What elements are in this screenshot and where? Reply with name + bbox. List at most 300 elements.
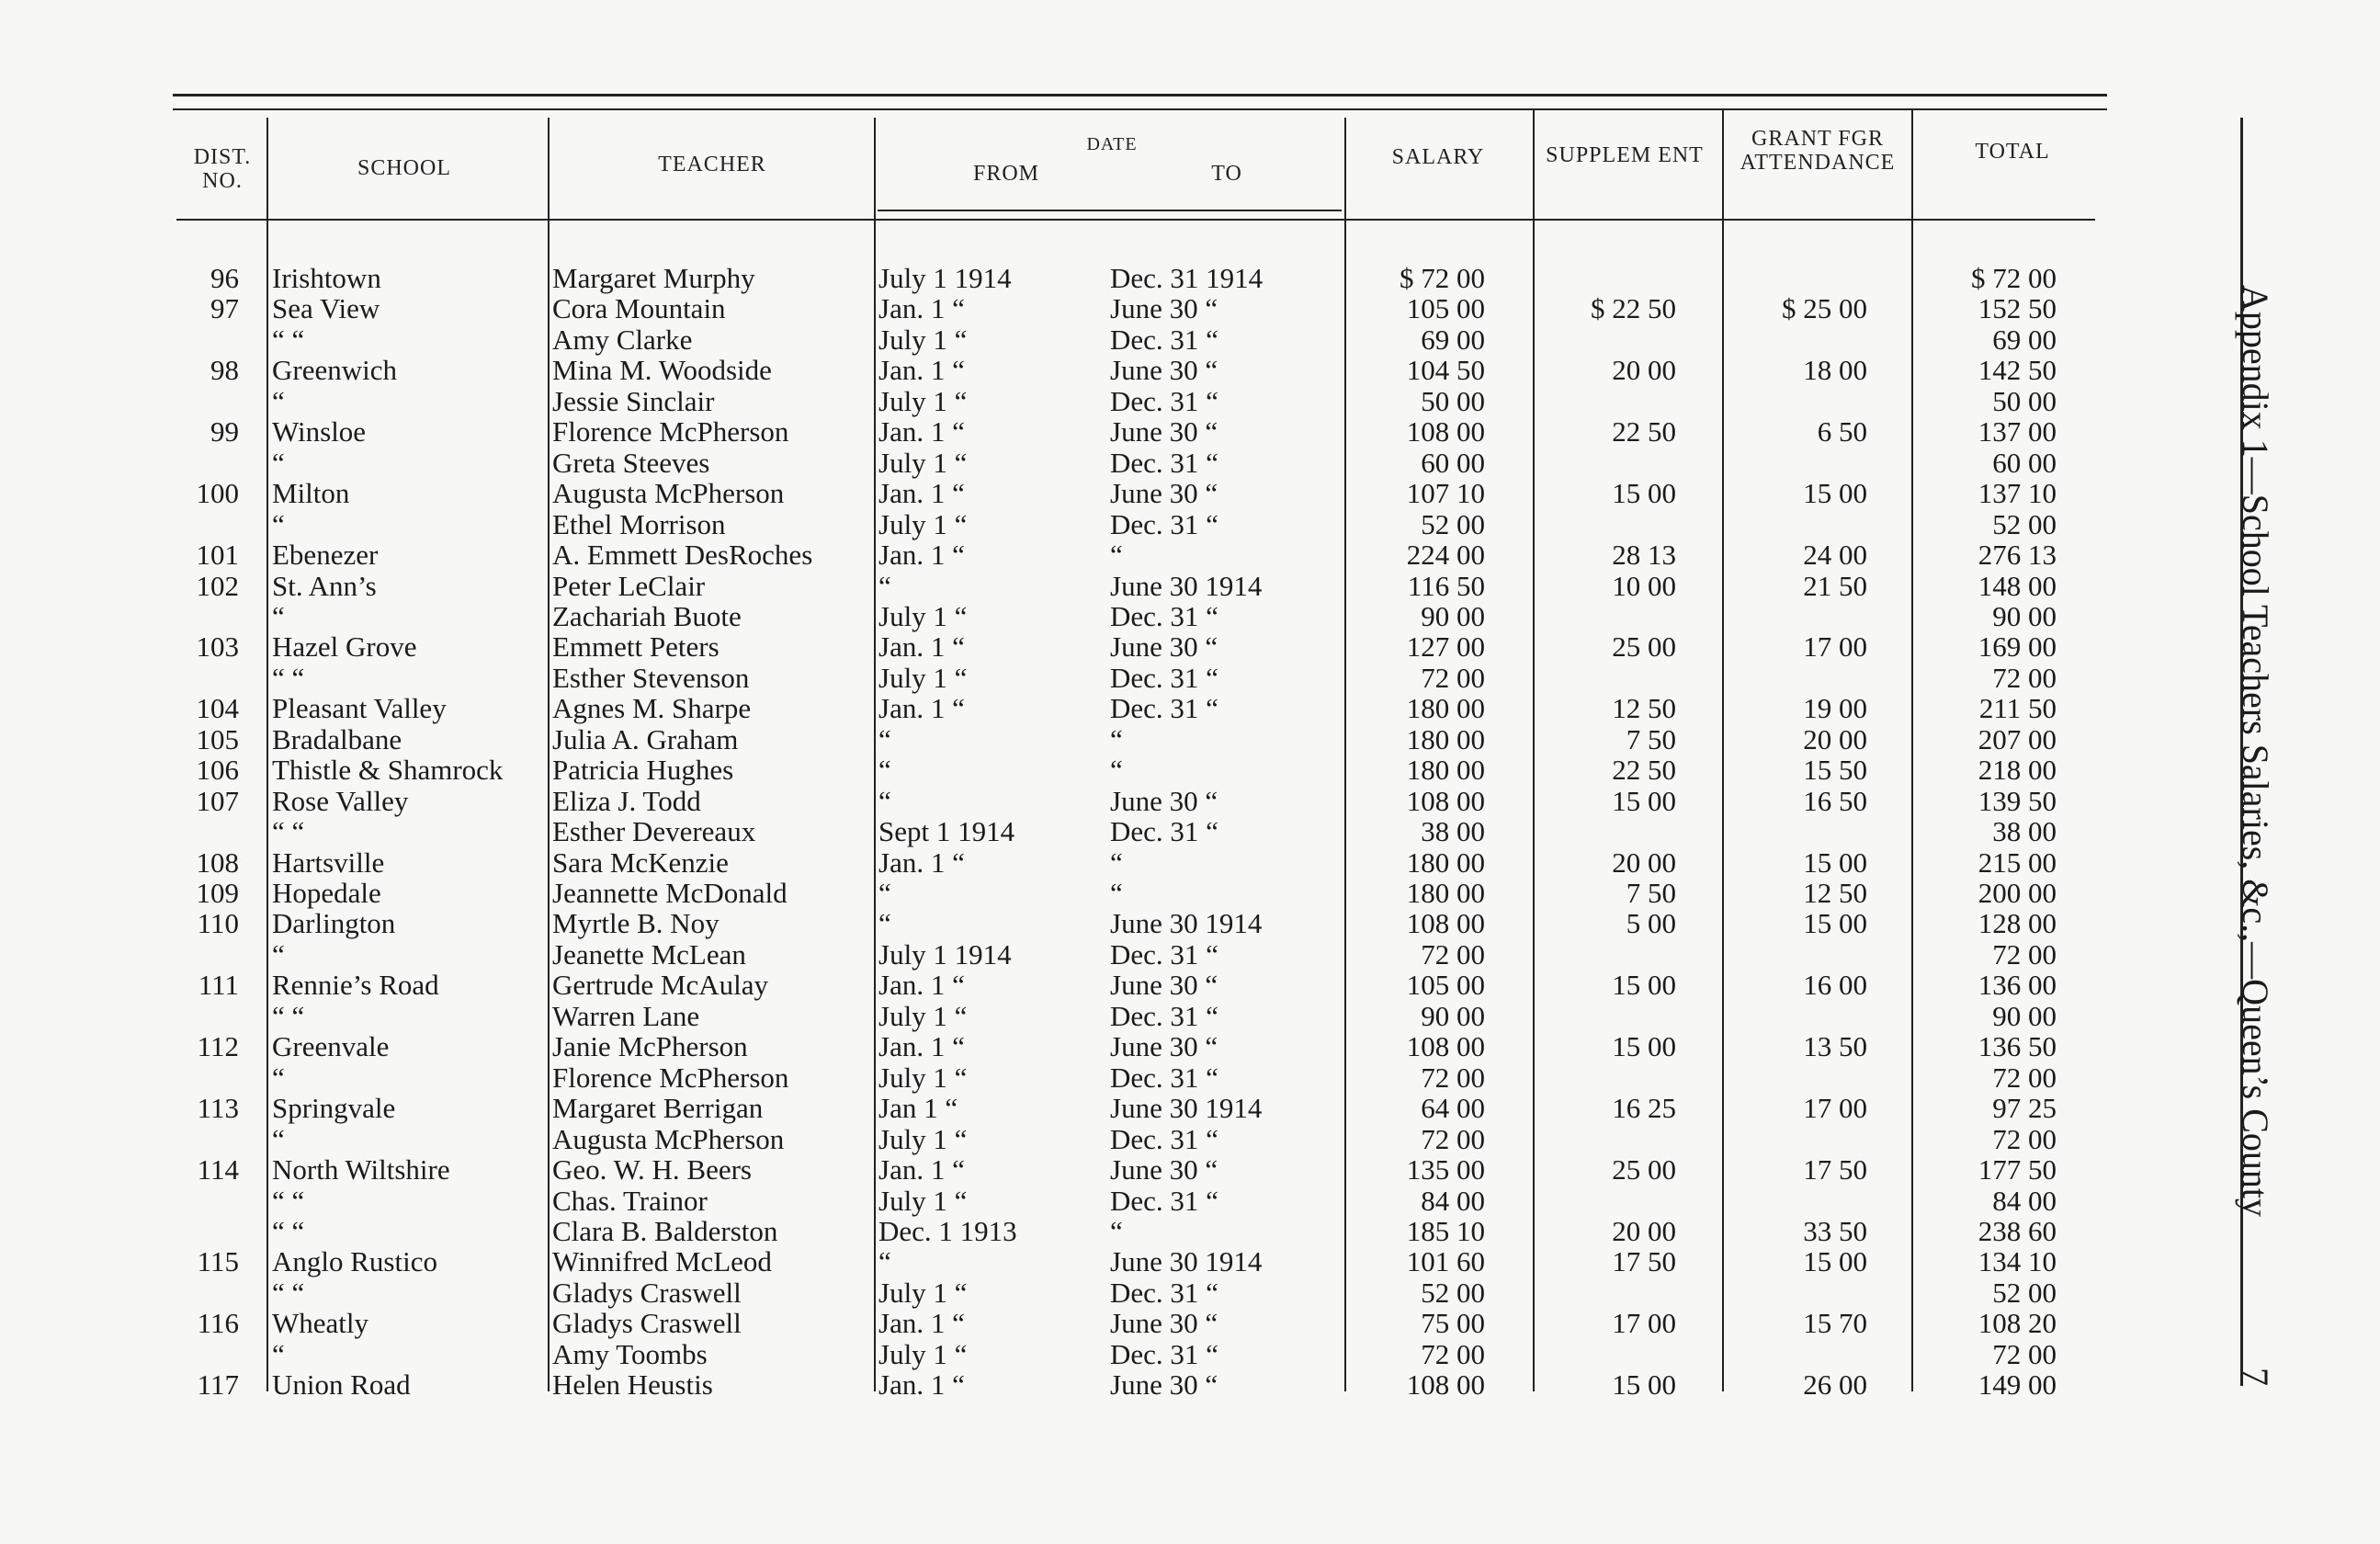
- total-cell: 142 50: [1978, 354, 2057, 387]
- header-teacher: TEACHER: [658, 153, 766, 176]
- dist-no-cell: 106: [196, 754, 239, 787]
- teacher-cell: Esther Stevenson: [552, 661, 750, 694]
- salary-cell: 90 00: [1421, 999, 1485, 1032]
- grant-cell: 24 00: [1803, 539, 1867, 572]
- dist-no-cell: 103: [196, 630, 239, 664]
- table-row: [0, 416, 2114, 448]
- school-cell: Thistle & Shamrock: [272, 754, 504, 787]
- total-cell: 90 00: [1992, 999, 2057, 1032]
- teacher-cell: Warren Lane: [552, 999, 700, 1032]
- dist-no-cell: 98: [210, 354, 239, 387]
- grant-cell: 33 50: [1803, 1214, 1867, 1247]
- date-to-cell: Dec. 31 “: [1110, 599, 1218, 632]
- teacher-cell: Augusta McPherson: [552, 1122, 785, 1155]
- teacher-cell: Cora Mountain: [552, 292, 726, 325]
- grant-cell: 15 00: [1803, 1245, 1867, 1278]
- dist-no-cell: 104: [196, 692, 239, 725]
- salary-cell: 72 00: [1421, 1122, 1485, 1155]
- school-cell: “: [272, 1061, 285, 1094]
- school-cell: Springvale: [272, 1092, 396, 1125]
- date-from-cell: Jan. 1 “: [878, 1030, 965, 1063]
- school-cell: “ “: [272, 1276, 305, 1309]
- date-from-cell: Jan 1 “: [878, 1092, 958, 1125]
- teacher-cell: Florence McPherson: [552, 1061, 789, 1094]
- dist-no-cell: 114: [197, 1153, 239, 1186]
- dist-no-cell: 113: [197, 1092, 239, 1125]
- supplement-cell: 7 50: [1626, 722, 1676, 755]
- date-underline: [878, 210, 1342, 211]
- grant-cell: 13 50: [1803, 1030, 1867, 1063]
- school-cell: Ebenezer: [272, 539, 379, 572]
- total-cell: 72 00: [1992, 937, 2057, 971]
- table-row: [0, 509, 2114, 540]
- teacher-cell: Esther Devereaux: [552, 815, 756, 848]
- header-dist-no: DIST. NO.: [193, 145, 252, 194]
- total-cell: 72 00: [1992, 1061, 2057, 1094]
- table-row: [0, 1093, 2114, 1124]
- supplement-cell: 15 00: [1612, 969, 1676, 1002]
- date-to-cell: June 30 “: [1110, 1030, 1218, 1063]
- grant-cell: 15 50: [1803, 754, 1867, 787]
- date-to-cell: Dec. 31 “: [1110, 507, 1218, 540]
- table-row: [0, 355, 2114, 386]
- teacher-cell: Ethel Morrison: [552, 507, 726, 540]
- date-to-cell: “: [1110, 539, 1123, 572]
- dist-no-cell: 100: [196, 477, 239, 510]
- table-row: [0, 724, 2114, 755]
- supplement-cell: 22 50: [1612, 415, 1676, 448]
- header-to: TO: [1211, 162, 1242, 186]
- total-cell: 72 00: [1992, 661, 2057, 694]
- date-from-cell: Jan. 1 “: [878, 1307, 965, 1340]
- teacher-cell: Eliza J. Todd: [552, 784, 701, 817]
- salary-cell: 180 00: [1406, 877, 1485, 909]
- grant-cell: 15 00: [1803, 846, 1867, 879]
- date-from-cell: July 1 1914: [878, 262, 1012, 294]
- table-row: [0, 631, 2114, 663]
- school-cell: Milton: [272, 477, 350, 510]
- total-cell: 108 20: [1978, 1307, 2057, 1340]
- salary-cell: 72 00: [1421, 1337, 1485, 1370]
- school-cell: Darlington: [272, 907, 396, 940]
- teacher-cell: Peter LeClair: [552, 569, 706, 602]
- date-from-cell: Jan. 1 “: [878, 969, 965, 1002]
- date-from-cell: “: [878, 569, 891, 602]
- salary-cell: 69 00: [1421, 323, 1485, 356]
- supplement-cell: 28 13: [1612, 539, 1676, 572]
- teacher-cell: Mina M. Woodside: [552, 354, 772, 387]
- total-cell: 200 00: [1978, 877, 2057, 909]
- total-cell: 52 00: [1992, 1276, 2057, 1309]
- table-row: [0, 1001, 2114, 1032]
- school-cell: “ “: [272, 1184, 305, 1217]
- grant-cell: 20 00: [1803, 722, 1867, 755]
- salary-cell: 108 00: [1406, 1368, 1485, 1402]
- table-row: [0, 263, 2114, 294]
- date-to-cell: “: [1110, 722, 1123, 755]
- date-from-cell: July 1 “: [878, 999, 968, 1032]
- salary-cell: 180 00: [1406, 754, 1485, 787]
- date-to-cell: Dec. 31 “: [1110, 937, 1218, 971]
- header-total: TOTAL: [1975, 140, 2050, 164]
- total-cell: 177 50: [1978, 1153, 2057, 1186]
- dist-no-cell: 109: [196, 877, 239, 909]
- school-cell: Wheatly: [272, 1307, 369, 1340]
- grant-cell: 17 50: [1803, 1153, 1867, 1186]
- school-cell: Rennie’s Road: [272, 969, 439, 1002]
- header-date: DATE: [1086, 134, 1138, 154]
- teacher-cell: Margaret Berrigan: [552, 1092, 764, 1125]
- table-row: [0, 878, 2114, 909]
- date-from-cell: July 1 1914: [878, 937, 1012, 971]
- supplement-cell: 15 00: [1612, 1368, 1676, 1402]
- table-row: [0, 1154, 2114, 1186]
- salary-cell: 72 00: [1421, 937, 1485, 971]
- school-cell: Union Road: [272, 1368, 411, 1402]
- salary-cell: 108 00: [1406, 1030, 1485, 1063]
- total-cell: 238 60: [1978, 1214, 2057, 1247]
- salary-cell: 75 00: [1421, 1307, 1485, 1340]
- table-row: [0, 1062, 2114, 1094]
- date-to-cell: Dec. 31 “: [1110, 1061, 1218, 1094]
- date-to-cell: Dec. 31 “: [1110, 1337, 1218, 1370]
- grant-cell: 16 50: [1803, 784, 1867, 817]
- total-cell: 136 50: [1978, 1030, 2057, 1063]
- total-cell: 276 13: [1978, 539, 2057, 572]
- date-from-cell: “: [878, 784, 891, 817]
- total-cell: 128 00: [1978, 907, 2057, 940]
- school-cell: “ “: [272, 1214, 305, 1247]
- header-bottom-rule: [176, 219, 2095, 221]
- teacher-cell: Amy Toombs: [552, 1337, 708, 1370]
- date-to-cell: June 30 “: [1110, 354, 1218, 387]
- total-cell: 134 10: [1978, 1245, 2057, 1278]
- school-cell: “ “: [272, 661, 305, 694]
- school-cell: Hazel Grove: [272, 630, 417, 664]
- date-from-cell: Jan. 1 “: [878, 354, 965, 387]
- total-cell: 136 00: [1978, 969, 2057, 1002]
- teacher-cell: Janie McPherson: [552, 1030, 748, 1063]
- salary-cell: 108 00: [1406, 415, 1485, 448]
- dist-no-cell: 99: [210, 415, 239, 448]
- date-from-cell: Jan. 1 “: [878, 1368, 965, 1402]
- school-cell: “: [272, 446, 285, 479]
- table-row: [0, 1031, 2114, 1062]
- date-to-cell: June 30 “: [1110, 969, 1218, 1002]
- date-to-cell: June 30 1914: [1110, 907, 1263, 940]
- date-from-cell: Jan. 1 “: [878, 1153, 965, 1186]
- dist-no-cell: 96: [210, 262, 239, 294]
- date-from-cell: July 1 “: [878, 446, 968, 479]
- salary-cell: 108 00: [1406, 784, 1485, 817]
- school-cell: Anglo Rustico: [272, 1245, 437, 1278]
- school-cell: “ “: [272, 999, 305, 1032]
- school-cell: “: [272, 937, 285, 971]
- teacher-cell: Amy Clarke: [552, 323, 693, 356]
- salary-cell: 64 00: [1421, 1092, 1485, 1125]
- grant-cell: 21 50: [1803, 569, 1867, 602]
- supplement-cell: 10 00: [1612, 569, 1676, 602]
- school-cell: Pleasant Valley: [272, 692, 447, 725]
- school-cell: Hopedale: [272, 877, 381, 909]
- total-cell: 50 00: [1992, 384, 2057, 417]
- date-to-cell: June 30 “: [1110, 292, 1218, 325]
- salary-cell: 105 00: [1406, 292, 1485, 325]
- salary-cell: 127 00: [1406, 630, 1485, 664]
- salary-cell: 72 00: [1421, 661, 1485, 694]
- grant-cell: $ 25 00: [1782, 292, 1867, 325]
- grant-cell: 15 70: [1803, 1307, 1867, 1340]
- date-from-cell: July 1 “: [878, 1061, 968, 1094]
- total-cell: 84 00: [1992, 1184, 2057, 1217]
- top-rule-2: [173, 108, 2107, 110]
- side-title: Appendix 1—School Teachers Salaries, &c.,—Queen’s County: [2235, 285, 2276, 1218]
- date-from-cell: Jan. 1 “: [878, 292, 965, 325]
- total-cell: 149 00: [1978, 1368, 2057, 1402]
- date-from-cell: Jan. 1 “: [878, 415, 965, 448]
- supplement-cell: 17 50: [1612, 1245, 1676, 1278]
- teacher-cell: Augusta McPherson: [552, 477, 785, 510]
- total-cell: 60 00: [1992, 446, 2057, 479]
- school-cell: “ “: [272, 323, 305, 356]
- salary-cell: 180 00: [1406, 692, 1485, 725]
- table-row: [0, 939, 2114, 971]
- total-cell: 169 00: [1978, 630, 2057, 664]
- table-row: [0, 386, 2114, 417]
- grant-cell: 17 00: [1803, 1092, 1867, 1125]
- grant-cell: 26 00: [1803, 1368, 1867, 1402]
- teacher-cell: Emmett Peters: [552, 630, 720, 664]
- total-cell: 90 00: [1992, 599, 2057, 632]
- total-cell: 72 00: [1992, 1337, 2057, 1370]
- dist-no-cell: 101: [196, 539, 239, 572]
- dist-no-cell: 117: [197, 1368, 239, 1402]
- supplement-cell: 15 00: [1612, 784, 1676, 817]
- salary-cell: 108 00: [1406, 907, 1485, 940]
- supplement-cell: 25 00: [1612, 1153, 1676, 1186]
- salary-cell: 224 00: [1406, 539, 1485, 572]
- date-from-cell: July 1 “: [878, 507, 968, 540]
- salary-cell: 104 50: [1406, 354, 1485, 387]
- date-to-cell: Dec. 31 “: [1110, 815, 1218, 848]
- header-supplement: SUPPLEM ENT: [1546, 143, 1704, 167]
- teacher-cell: Jeanette McLean: [552, 937, 746, 971]
- table-row: [0, 324, 2114, 356]
- teacher-cell: Jeannette McDonald: [552, 877, 788, 909]
- teacher-cell: Julia A. Graham: [552, 722, 739, 755]
- total-cell: 139 50: [1978, 784, 2057, 817]
- date-from-cell: Jan. 1 “: [878, 477, 965, 510]
- date-from-cell: Jan. 1 “: [878, 630, 965, 664]
- date-from-cell: Jan. 1 “: [878, 846, 965, 879]
- salary-cell: 72 00: [1421, 1061, 1485, 1094]
- salary-cell: 90 00: [1421, 599, 1485, 632]
- supplement-cell: 12 50: [1612, 692, 1676, 725]
- salary-cell: 105 00: [1406, 969, 1485, 1002]
- supplement-cell: 20 00: [1612, 846, 1676, 879]
- supplement-cell: 7 50: [1626, 877, 1676, 909]
- table-row: [0, 663, 2114, 694]
- supplement-cell: $ 22 50: [1591, 292, 1676, 325]
- total-cell: 137 10: [1978, 477, 2057, 510]
- grant-cell: 15 00: [1803, 907, 1867, 940]
- table-row: [0, 847, 2114, 879]
- table-row: [0, 1246, 2114, 1277]
- teacher-cell: Florence McPherson: [552, 415, 789, 448]
- salary-cell: 107 10: [1406, 477, 1485, 510]
- dist-no-cell: 108: [196, 846, 239, 879]
- date-from-cell: “: [878, 1245, 891, 1278]
- table-row: [0, 1124, 2114, 1155]
- school-cell: “: [272, 1122, 285, 1155]
- dist-no-cell: 116: [197, 1307, 239, 1340]
- salary-cell: 38 00: [1421, 815, 1485, 848]
- grant-cell: 12 50: [1803, 877, 1867, 909]
- grant-cell: 19 00: [1803, 692, 1867, 725]
- date-to-cell: “: [1110, 1214, 1123, 1247]
- teacher-cell: Jessie Sinclair: [552, 384, 715, 417]
- table-row: [0, 539, 2114, 571]
- salary-cell: 180 00: [1406, 722, 1485, 755]
- school-cell: Greenwich: [272, 354, 397, 387]
- date-to-cell: Dec. 31 1914: [1110, 262, 1264, 294]
- date-from-cell: July 1 “: [878, 384, 968, 417]
- supplement-cell: 20 00: [1612, 1214, 1676, 1247]
- teacher-cell: Gladys Craswell: [552, 1307, 742, 1340]
- dist-no-cell: 97: [210, 292, 239, 325]
- table-row: [0, 571, 2114, 602]
- table-row: [0, 1186, 2114, 1217]
- date-to-cell: Dec. 31 “: [1110, 661, 1218, 694]
- date-from-cell: “: [878, 754, 891, 787]
- table-row: [0, 1339, 2114, 1370]
- school-cell: “: [272, 507, 285, 540]
- teacher-cell: Margaret Murphy: [552, 262, 755, 294]
- supplement-cell: 15 00: [1612, 477, 1676, 510]
- date-from-cell: July 1 “: [878, 1122, 968, 1155]
- school-cell: Hartsville: [272, 846, 385, 879]
- date-from-cell: Dec. 1 1913: [878, 1214, 1017, 1247]
- table-row: [0, 293, 2114, 324]
- table-row: [0, 786, 2114, 817]
- table-row: [0, 1369, 2114, 1401]
- supplement-cell: 22 50: [1612, 754, 1676, 787]
- salary-cell: 60 00: [1421, 446, 1485, 479]
- total-cell: 218 00: [1978, 754, 2057, 787]
- date-to-cell: Dec. 31 “: [1110, 1122, 1218, 1155]
- date-from-cell: “: [878, 877, 891, 909]
- school-cell: “ “: [272, 815, 305, 848]
- page-number: 7: [2235, 1368, 2276, 1386]
- grant-cell: 6 50: [1817, 415, 1867, 448]
- date-from-cell: July 1 “: [878, 599, 968, 632]
- teacher-cell: Winnifred McLeod: [552, 1245, 772, 1278]
- salary-cell: 84 00: [1421, 1184, 1485, 1217]
- table-row: [0, 1277, 2114, 1309]
- date-to-cell: “: [1110, 877, 1123, 909]
- table-row: [0, 693, 2114, 724]
- header-salary: SALARY: [1391, 145, 1485, 169]
- table-row: [0, 448, 2114, 479]
- teacher-cell: Helen Heustis: [552, 1368, 713, 1402]
- table-row: [0, 1216, 2114, 1247]
- teacher-cell: Clara B. Balderston: [552, 1214, 778, 1247]
- date-to-cell: Dec. 31 “: [1110, 692, 1218, 725]
- salary-cell: 52 00: [1421, 507, 1485, 540]
- table-row: [0, 478, 2114, 509]
- date-to-cell: June 30 “: [1110, 1153, 1218, 1186]
- date-to-cell: June 30 “: [1110, 477, 1218, 510]
- date-from-cell: Jan. 1 “: [878, 539, 965, 572]
- date-from-cell: July 1 “: [878, 323, 968, 356]
- supplement-cell: 17 00: [1612, 1307, 1676, 1340]
- date-to-cell: Dec. 31 “: [1110, 1276, 1218, 1309]
- school-cell: “: [272, 384, 285, 417]
- header-from: FROM: [972, 162, 1040, 186]
- date-to-cell: Dec. 31 “: [1110, 999, 1218, 1032]
- date-from-cell: July 1 “: [878, 1337, 968, 1370]
- total-cell: 69 00: [1992, 323, 2057, 356]
- date-to-cell: June 30 1914: [1110, 1245, 1263, 1278]
- total-cell: 148 00: [1978, 569, 2057, 602]
- school-cell: Bradalbane: [272, 722, 402, 755]
- total-cell: 207 00: [1978, 722, 2057, 755]
- salary-cell: 116 50: [1407, 569, 1485, 602]
- teacher-cell: Geo. W. H. Beers: [552, 1153, 752, 1186]
- date-to-cell: “: [1110, 754, 1123, 787]
- teacher-cell: Greta Steeves: [552, 446, 710, 479]
- total-cell: 215 00: [1978, 846, 2057, 879]
- school-cell: St. Ann’s: [272, 569, 377, 602]
- school-cell: “: [272, 599, 285, 632]
- total-cell: 152 50: [1978, 292, 2057, 325]
- teacher-cell: Agnes M. Sharpe: [552, 692, 752, 725]
- grant-cell: 18 00: [1803, 354, 1867, 387]
- dist-no-cell: 107: [196, 784, 239, 817]
- dist-no-cell: 102: [196, 569, 239, 602]
- table-row: [0, 908, 2114, 939]
- dist-no-cell: 112: [197, 1030, 239, 1063]
- salary-cell: 50 00: [1421, 384, 1485, 417]
- date-to-cell: June 30 1914: [1110, 569, 1263, 602]
- teacher-cell: Gladys Craswell: [552, 1276, 742, 1309]
- total-cell: 52 00: [1992, 507, 2057, 540]
- school-cell: North Wiltshire: [272, 1153, 450, 1186]
- teacher-cell: Gertrude McAulay: [552, 969, 768, 1002]
- teacher-cell: Patricia Hughes: [552, 754, 734, 787]
- salary-cell: 135 00: [1406, 1153, 1485, 1186]
- total-cell: 97 25: [1992, 1092, 2057, 1125]
- date-from-cell: “: [878, 722, 891, 755]
- date-to-cell: Dec. 31 “: [1110, 1184, 1218, 1217]
- header-school: SCHOOL: [357, 156, 451, 180]
- school-cell: Rose Valley: [272, 784, 409, 817]
- date-to-cell: June 30 “: [1110, 1307, 1218, 1340]
- dist-no-cell: 105: [196, 722, 239, 755]
- table-row: [0, 816, 2114, 847]
- date-from-cell: July 1 “: [878, 1276, 968, 1309]
- date-to-cell: June 30 “: [1110, 630, 1218, 664]
- date-from-cell: July 1 “: [878, 661, 968, 694]
- date-to-cell: June 30 “: [1110, 784, 1218, 817]
- school-cell: Irishtown: [272, 262, 381, 294]
- date-to-cell: “: [1110, 846, 1123, 879]
- supplement-cell: 15 00: [1612, 1030, 1676, 1063]
- supplement-cell: 25 00: [1612, 630, 1676, 664]
- total-cell: 211 50: [1978, 692, 2057, 725]
- total-cell: 38 00: [1992, 815, 2057, 848]
- salary-cell: 185 10: [1406, 1214, 1485, 1247]
